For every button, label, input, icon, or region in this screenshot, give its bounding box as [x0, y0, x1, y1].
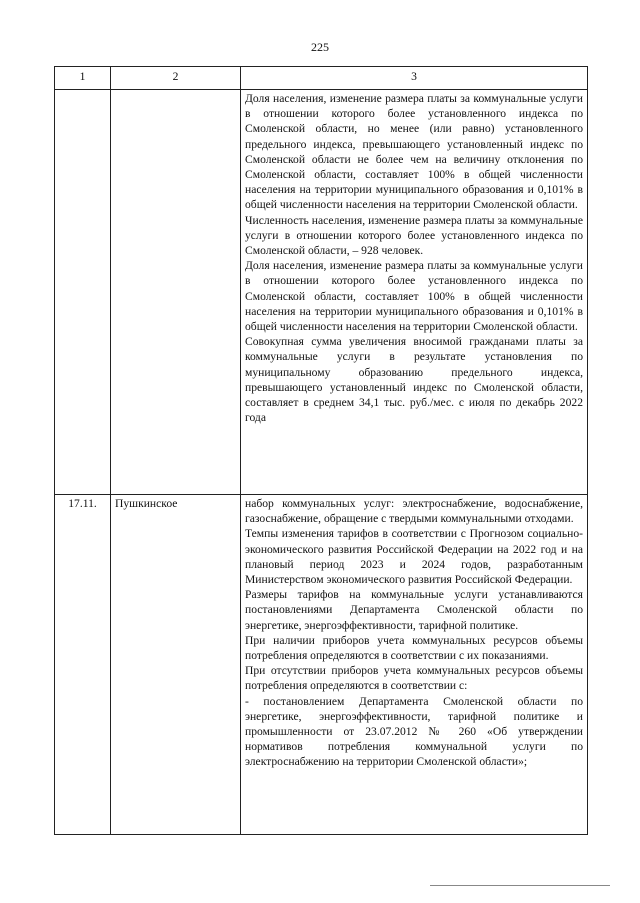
- row-number-cell: 17.11.: [55, 495, 111, 835]
- paragraph: Размеры тарифов на коммунальные услуги устанавливаются постановлениями Департамента Смоленской области по энергетике, энергоэффективности, тарифной политике.: [245, 588, 583, 632]
- scan-edge-line: [430, 885, 610, 886]
- paragraph: - постановлением Департамента Смоленской области по энергетике, энергоэффективности, тарифной политике и промышленности от 23.07.2012 № 260 «Об утверждении нормативов потребления коммунальной услуги по электроснабжению на территории Смоленской области»;: [245, 694, 583, 769]
- paragraph: Темпы изменения тарифов в соответствии с Прогнозом социально-экономического развития Российской Федерации на 2022 год и на плановый период 2023 и 2024 годов, разработанным Министерством экономического развития Российской Федерации.: [245, 527, 583, 587]
- description-cell: [241, 90, 588, 495]
- description-cell: [241, 495, 588, 835]
- column-header-2: 2: [111, 67, 241, 90]
- paragraph: Доля населения, изменение размера платы за коммунальные услуги в отношении которого более установленного индекса по Смоленской области, составляет 100% в общей численности населения на территории муниципального образования и 0,101% в общей численности населения на территории Смоленской области.: [245, 259, 583, 334]
- page-number: 225: [311, 40, 329, 54]
- paragraph: При отсутствии приборов учета коммунальных ресурсов объемы потребления определяются в соответствии с:: [245, 664, 583, 693]
- column-header-1: 1: [55, 67, 111, 90]
- municipality-name-cell: Пушкинское: [111, 495, 241, 835]
- document-table: [54, 66, 588, 835]
- paragraph: При наличии приборов учета коммунальных ресурсов объемы потребления определяются в соответствии с их показаниями.: [245, 633, 583, 663]
- table-header-row: [55, 67, 588, 90]
- table-row: [55, 495, 588, 835]
- paragraph: Доля населения, изменение размера платы за коммунальные услуги в отношении которого более установленного индекса по Смоленской области, но менее (или равно) установленного предельного индекса, превышающего установленный индекс по Смоленской области не более чем на величину отклонения по Смоленской области, составляет 100% в общей численности населения на территории муниципального образования и 0,101% в общей численности населения на территории Смоленской области.: [245, 92, 583, 212]
- paragraph: Совокупная сумма увеличения вносимой гражданами платы за коммунальные услуги в результате установления по муниципальному образованию предельного индекса, превышающего установленный индекс по Смоленской области, составляет в среднем 34,1 тыс. руб./мес. с июля по декабрь 2022 года: [245, 335, 583, 425]
- municipality-name-cell: [111, 90, 241, 495]
- column-header-3: 3: [241, 67, 588, 90]
- paragraph: набор коммунальных услуг: электроснабжение, водоснабжение, газоснабжение, обращение с твердыми коммунальными отходами.: [245, 497, 583, 526]
- row-number-cell: [55, 90, 111, 495]
- table-row: [55, 90, 588, 495]
- paragraph: Численность населения, изменение размера платы за коммунальные услуги в отношении которого более установленного индекса по Смоленской области, – 928 человек.: [245, 213, 583, 258]
